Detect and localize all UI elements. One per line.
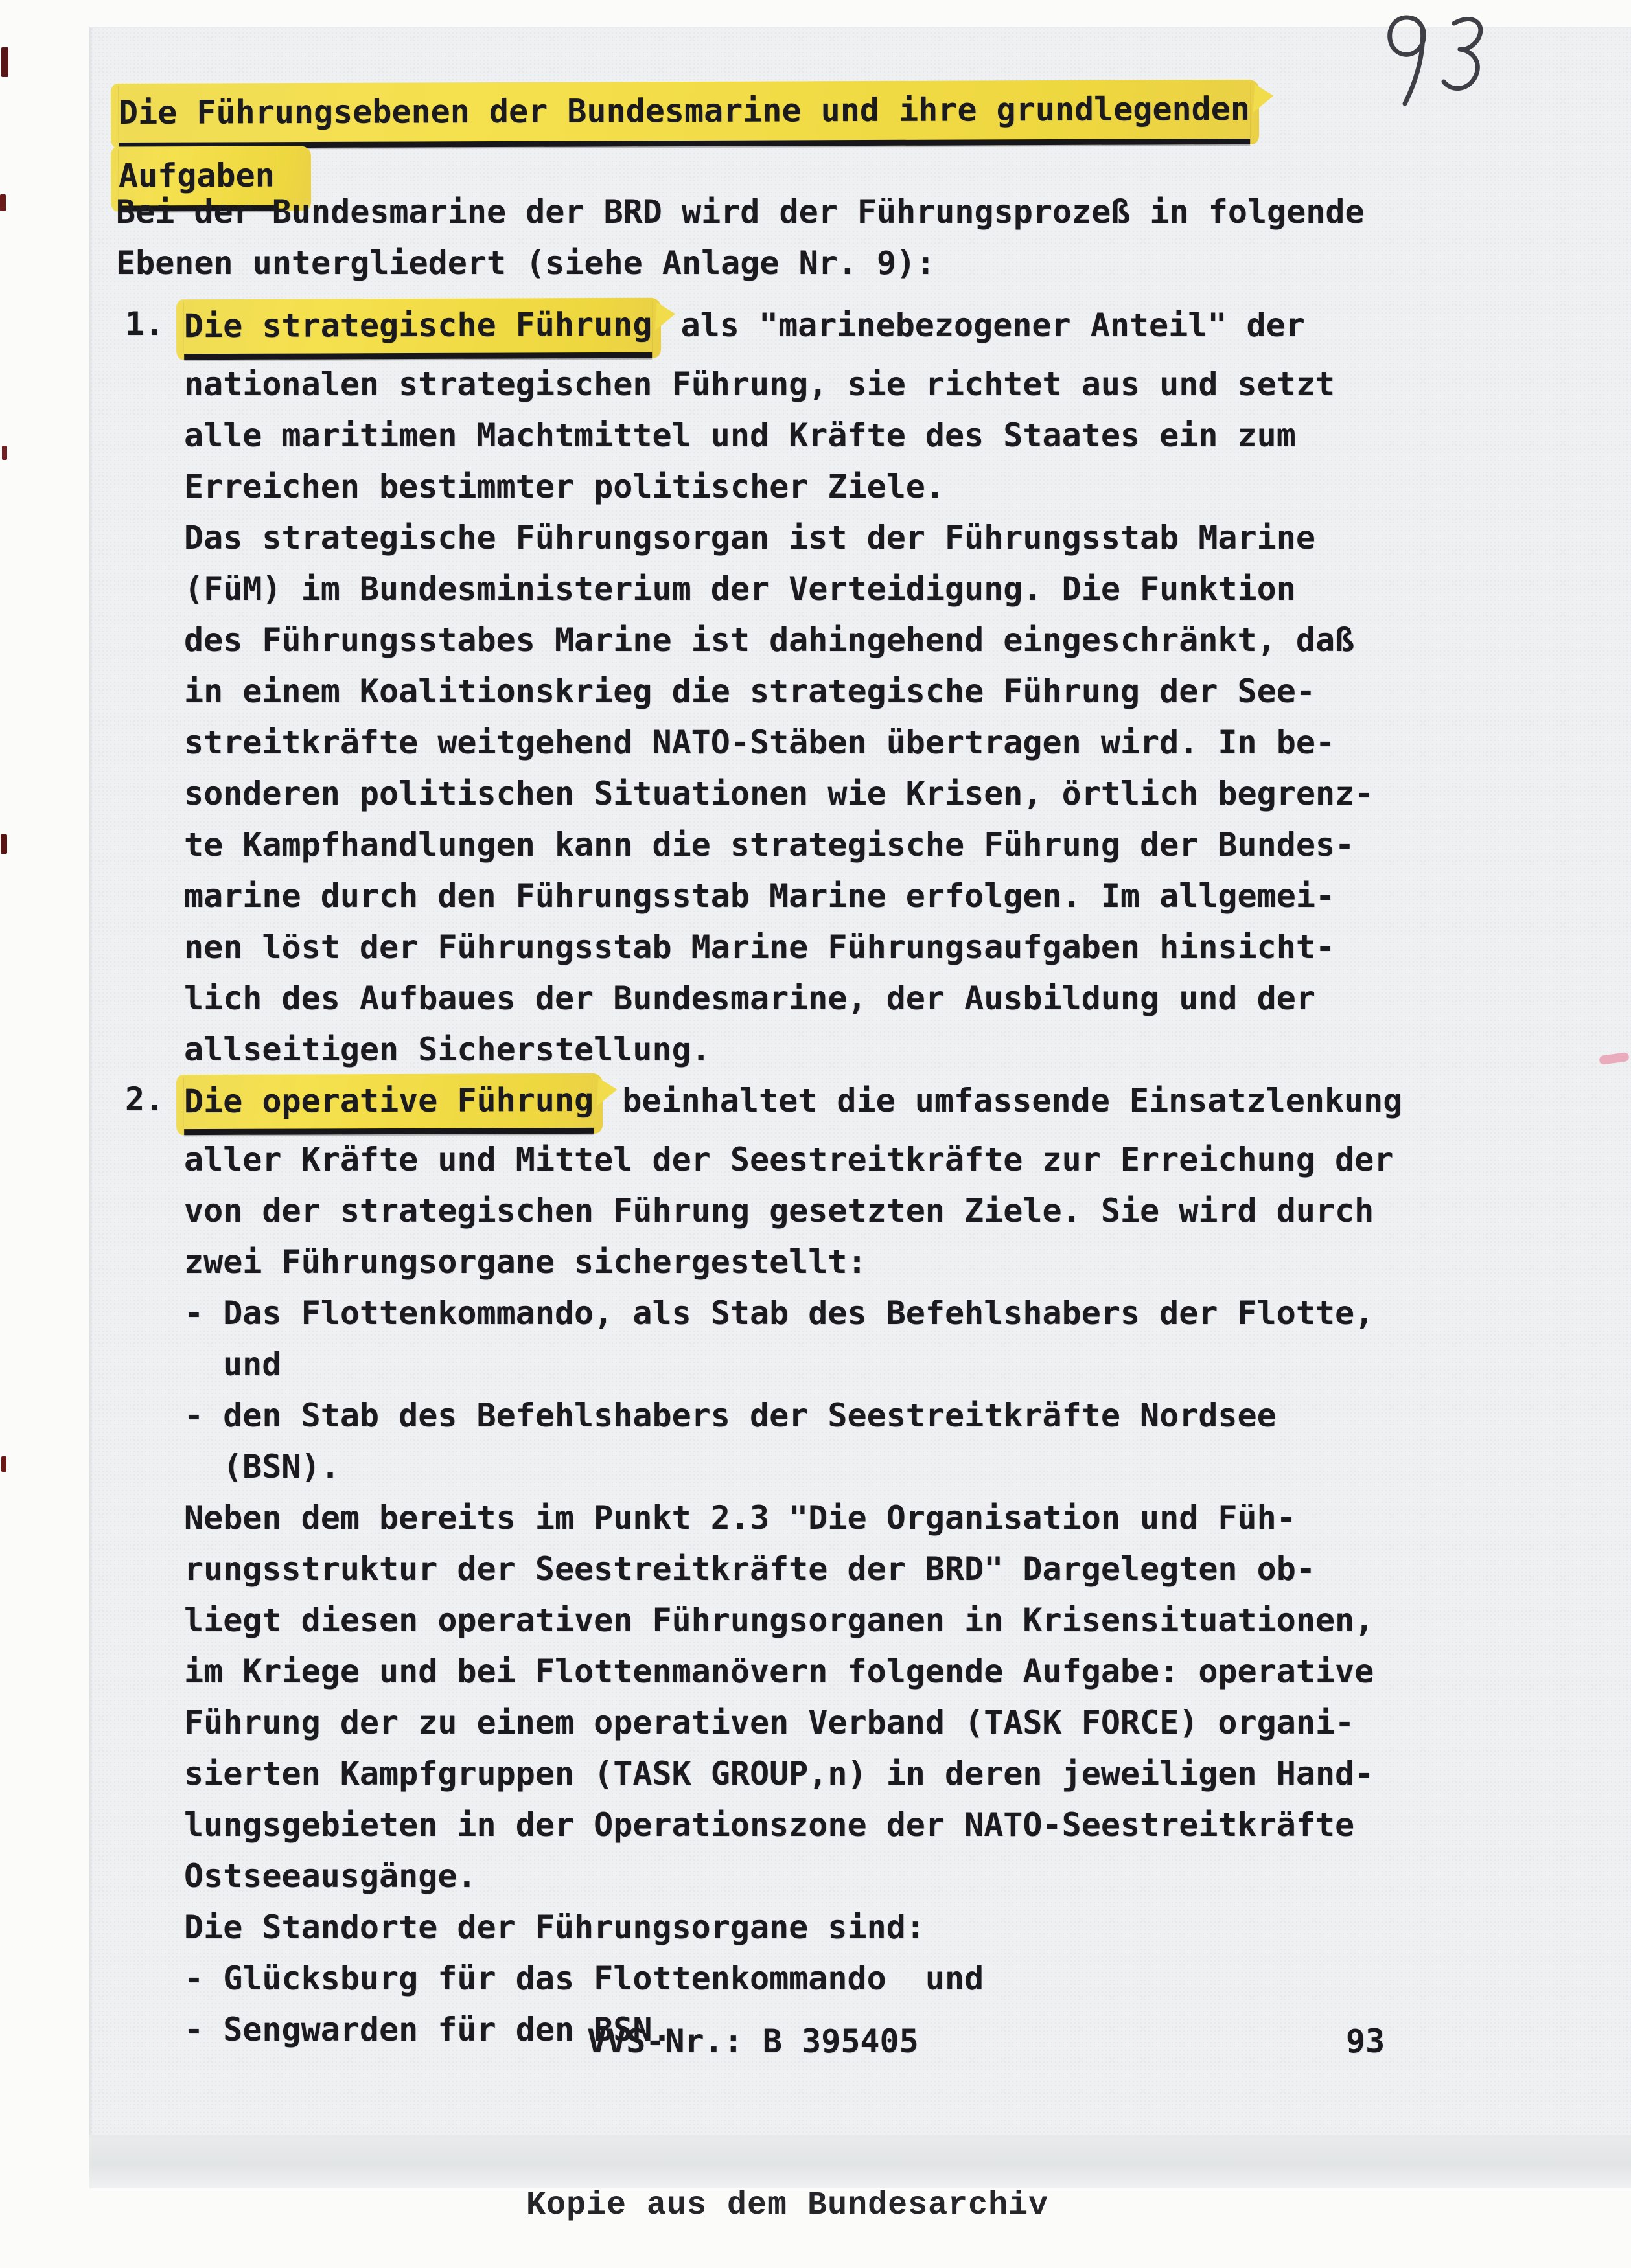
typed-page-number: 93 [1346, 2022, 1385, 2060]
text-line: nationalen strategischen Führung, sie richtet aus und setzt [184, 365, 1336, 403]
section-strategische-fuehrung [125, 299, 1374, 1075]
bullet-continuation: (BSN). [223, 1448, 340, 1485]
scan-shadow-band [89, 2135, 1631, 2188]
text-line: marine durch den Führungsstab Marine erfolgen. Im allgemei- [184, 877, 1336, 915]
text-line: alle maritimen Machtmittel und Kräfte des Staates ein zum [184, 417, 1296, 454]
section-first-line [125, 299, 1374, 359]
scan-edge-mark [1, 834, 7, 854]
section-number: 2. [125, 1081, 165, 1118]
text-line: (FüM) im Bundesministerium der Verteidigung. Die Funktion [184, 570, 1296, 608]
text-line: Das strategische Führungsorgan ist der Führungsstab Marine [184, 519, 1315, 556]
section-keyword: Die strategische Führung [184, 299, 653, 360]
text-line: nen löst der Führungsstab Marine Führungsaufgaben hinsicht- [184, 928, 1336, 966]
section-text: als "marinebezogener Anteil" der [661, 306, 1305, 344]
title-text: Die Führungsebenen der Bundesmarine und ihre grundlegenden [119, 81, 1250, 148]
scan-edge-mark [2, 446, 7, 460]
bullet-continuation: und [223, 1346, 282, 1383]
section-keyword: Die operative Führung [184, 1075, 594, 1135]
yellow-highlight [176, 1073, 603, 1135]
text-line: lich des Aufbaues der Bundesmarine, der Ausbildung und der [184, 979, 1315, 1017]
text-line: von der strategischen Führung gesetzten Ziele. Sie wird durch [184, 1192, 1374, 1230]
scan-edge-mark [1, 47, 8, 77]
text-line: Führung der zu einem operativen Verband (TASK FORCE) organi- [184, 1704, 1355, 1741]
text-line: lungsgebieten in der Operationszone der NATO-Seestreitkräfte [184, 1806, 1355, 1844]
section-number: 1. [125, 305, 165, 343]
text-line: in einem Koalitionskrieg die strategische Führung der See- [184, 672, 1315, 710]
text-line: sonderen politischen Situationen wie Krisen, örtlich begrenz- [184, 775, 1374, 812]
text-line: Neben dem bereits im Punkt 2.3 "Die Organisation und Füh- [184, 1499, 1296, 1537]
scan-edge-mark [0, 194, 6, 211]
intro-line: Bei der Bundesmarine der BRD wird der Führungsprozeß in folgende [116, 193, 1365, 231]
text-line: streitkräfte weitgehend NATO-Stäben übertragen wird. In be- [184, 724, 1336, 761]
text-line: sierten Kampfgruppen (TASK GROUP,n) in deren jeweiligen Hand- [184, 1755, 1374, 1793]
text-line: aller Kräfte und Mittel der Seestreitkräfte zur Erreichung der [184, 1141, 1394, 1178]
vvs-registry-number: VVS-Nr.: B 395405 [587, 2022, 919, 2060]
text-line: zwei Führungsorgane sichergestellt: [184, 1243, 867, 1281]
text-line: des Führungsstabes Marine ist dahingehend eingeschränkt, daß [184, 621, 1355, 659]
intro-paragraph [116, 187, 1365, 289]
title-text: Aufgaben [119, 148, 275, 212]
text-line: Die Standorte der Führungsorgane sind: [184, 1908, 925, 1946]
section-text: beinhaltet die umfassende Einsatzlenkung [603, 1082, 1403, 1119]
text-line: rungsstruktur der Seestreitkräfte der BRD" Dargelegten ob- [184, 1550, 1315, 1588]
bullet-line: - Sengwarden für den BSN. [184, 2011, 672, 2048]
bundesarchiv-copy-stamp: Kopie aus dem Bundesarchiv [526, 2187, 1049, 2224]
text-line: Erreichen bestimmter politischer Ziele. [184, 468, 945, 505]
handwritten-page-number [1372, 5, 1502, 115]
intro-line: Ebenen untergliedert (siehe Anlage Nr. 9): [116, 244, 936, 282]
section-first-line [125, 1074, 1403, 1134]
text-line: liegt diesen operativen Führungsorganen in Krisensituationen, [184, 1601, 1374, 1639]
bullet-line: - Das Flottenkommando, als Stab des Befehlshabers der Flotte, [184, 1294, 1374, 1332]
title-line-1 [119, 82, 1259, 146]
text-line: te Kampfhandlungen kann die strategische Führung der Bundes- [184, 826, 1355, 864]
yellow-highlight [176, 298, 662, 360]
scan-edge-mark [1, 1456, 6, 1472]
text-line: im Kriege und bei Flottenmanövern folgende Aufgabe: operative [184, 1653, 1374, 1690]
bullet-line: - den Stab des Befehlshabers der Seestreitkräfte Nordsee [184, 1397, 1277, 1434]
text-line: allseitigen Sicherstellung. [184, 1031, 711, 1068]
yellow-highlight [111, 80, 1259, 148]
bullet-line: - Glücksburg für das Flottenkommando und [184, 1960, 984, 1997]
text-line: Ostseeausgänge. [184, 1857, 477, 1895]
section-operative-fuehrung [125, 1074, 1403, 2056]
